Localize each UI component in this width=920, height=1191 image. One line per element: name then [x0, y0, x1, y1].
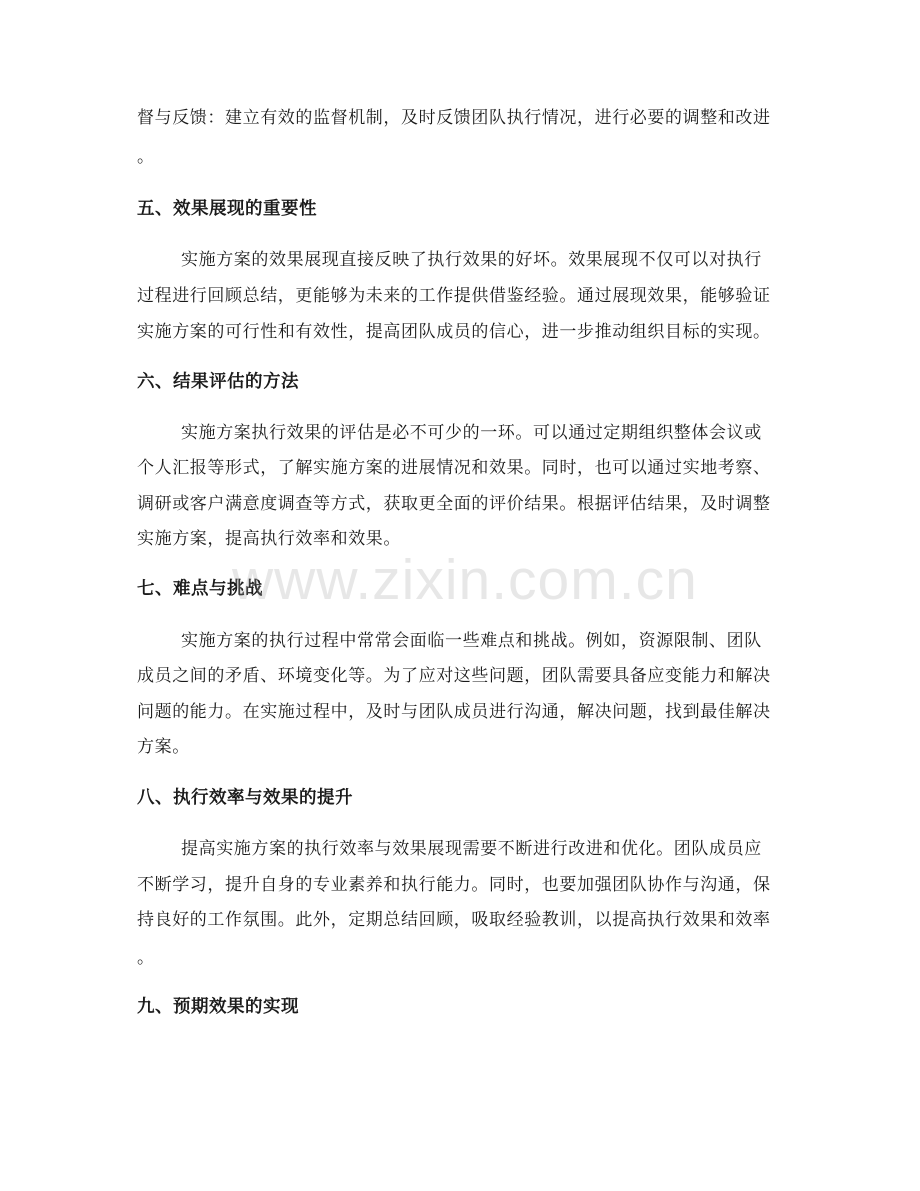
paragraph-line: 提高实施方案的执行效率与效果展现需要不断进行改进和优化。团队成员应: [181, 839, 762, 859]
paragraph-line: 实施方案的执行过程中常常会面临一些难点和挑战。例如，资源限制、团队: [181, 631, 762, 651]
section-heading: 五、效果展现的重要性: [137, 199, 317, 219]
section-heading: 六、结果评估的方法: [137, 372, 299, 392]
section-heading: 九、预期效果的实现: [137, 997, 299, 1017]
paragraph-line: 。: [137, 948, 155, 968]
paragraph-line: 方案。: [137, 737, 190, 757]
watermark: www.zixin.com.cn: [232, 548, 698, 612]
paragraph-line: 实施方案的可行性和有效性，提高团队成员的信心，进一步推动组织目标的实现。: [137, 322, 771, 342]
paragraph-line: 实施方案执行效果的评估是必不可少的一环。可以通过定期组织整体会议或: [181, 423, 762, 443]
paragraph-line: 不断学习，提升自身的专业素养和执行能力。同时，也要加强团队协作与沟通，保: [137, 875, 771, 895]
section-heading: 八、执行效率与效果的提升: [137, 788, 353, 808]
paragraph-line: 过程进行回顾总结，更能够为未来的工作提供借鉴经验。通过展现效果，能够验证: [137, 286, 771, 306]
paragraph-line: 实施方案的效果展现直接反映了执行效果的好坏。效果展现不仅可以对执行: [181, 250, 762, 270]
paragraph-line: 督与反馈：建立有效的监督机制，及时反馈团队执行情况，进行必要的调整和改进: [137, 108, 771, 128]
paragraph-line: 成员之间的矛盾、环境变化等。为了应对这些问题，团队需要具备应变能力和解决: [137, 666, 771, 686]
section-heading: 七、难点与挑战: [137, 579, 263, 599]
paragraph-line: 。: [137, 147, 155, 167]
paragraph-line: 持良好的工作氛围。此外，定期总结回顾，吸取经验教训，以提高执行效果和效率: [137, 910, 771, 930]
paragraph-line: 实施方案，提高执行效率和效果。: [137, 529, 401, 549]
paragraph-line: 调研或客户满意度调查等方式，获取更全面的评价结果。根据评估结果，及时调整: [137, 494, 771, 514]
paragraph-line: 个人汇报等形式，了解实施方案的进展情况和效果。同时，也可以通过实地考察、: [137, 458, 771, 478]
paragraph-line: 问题的能力。在实施过程中，及时与团队成员进行沟通，解决问题，找到最佳解决: [137, 702, 771, 722]
